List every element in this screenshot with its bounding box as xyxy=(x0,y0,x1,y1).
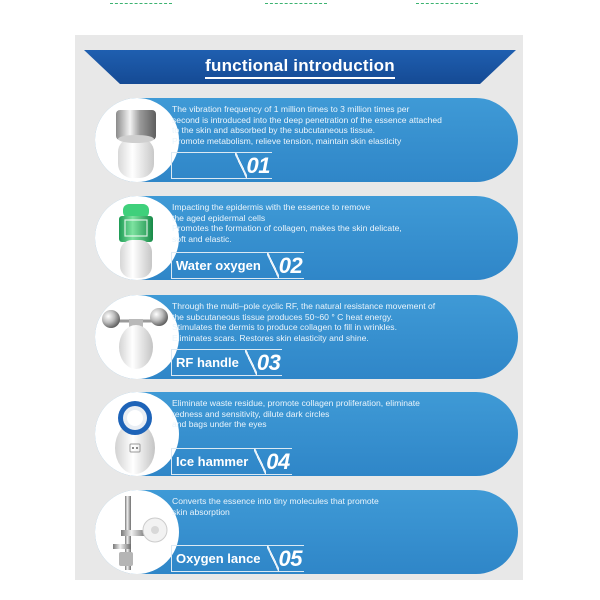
feature-number: 03 xyxy=(256,349,281,375)
feature-name: Ice hammer xyxy=(176,454,249,469)
feature-number: 05 xyxy=(278,545,303,571)
chrome-roller-handle-icon xyxy=(95,98,179,182)
feature-number: 01 xyxy=(246,152,270,178)
description-line: and bags under the eyes xyxy=(172,419,267,430)
feature-row-1 xyxy=(95,98,518,182)
feature-name: RF handle xyxy=(176,355,239,370)
page-title-text: functional introduction xyxy=(205,56,395,79)
description-line: Eliminate waste residue, promote collagen proliferation, eliminate xyxy=(172,398,420,408)
feature-description-4 xyxy=(172,398,512,430)
feature-name: Water oxygen xyxy=(176,258,261,273)
rf-roller-handle-icon xyxy=(95,295,179,379)
oxygen-lance-icon xyxy=(95,490,179,574)
description-line: skin absorption xyxy=(172,506,230,517)
description-line: Stimulates the dermis to produce collagen to fill in wrinkles. xyxy=(172,322,397,333)
top-divider-left xyxy=(110,0,172,4)
feature-label-2 xyxy=(171,252,304,279)
description-line: second is introduced into the deep penetration of the essence attached xyxy=(172,114,442,125)
page-title xyxy=(84,50,516,84)
description-line: Through the multi–pole cyclic RF, the natural resistance movement of xyxy=(172,301,436,311)
description-line: Eliminates scars. Restores skin elasticity and shine. xyxy=(172,332,369,343)
feature-name: Oxygen lance xyxy=(176,551,261,566)
feature-description-1 xyxy=(172,104,512,146)
feature-label-1 xyxy=(171,152,272,179)
description-line: Impacting the epidermis with the essence to remove xyxy=(172,202,371,212)
feature-label-3 xyxy=(171,349,282,376)
description-line: redness and sensitivity, dilute dark circles xyxy=(172,408,330,419)
feature-row-3 xyxy=(95,295,518,379)
water-oxygen-handle-icon xyxy=(95,196,179,280)
description-line: soft and elastic. xyxy=(172,233,232,244)
feature-number: 04 xyxy=(266,448,290,474)
description-line: the subcutaneous tissue produces 50~60 ° C heat energy. xyxy=(172,311,393,322)
description-line: the aged epidermal cells xyxy=(172,212,266,223)
description-line: to the skin and absorbed by the subcutaneous tissue. xyxy=(172,125,376,136)
feature-row-4 xyxy=(95,392,518,476)
description-line: Promote metabolism, relieve tension, maintain skin elasticity xyxy=(172,135,402,146)
feature-label-4 xyxy=(171,448,292,475)
feature-number: 02 xyxy=(278,252,303,278)
ice-hammer-icon xyxy=(95,392,179,476)
feature-row-5 xyxy=(95,490,518,574)
feature-description-2 xyxy=(172,202,512,244)
description-line: Promotes the formation of collagen, makes the skin delicate, xyxy=(172,223,402,234)
feature-row-2 xyxy=(95,196,518,280)
top-divider-right xyxy=(416,0,478,4)
feature-description-5 xyxy=(172,496,512,517)
top-divider-center xyxy=(265,0,327,4)
description-line: The vibration frequency of 1 million times to 3 million times per xyxy=(172,104,410,114)
feature-label-5 xyxy=(171,545,304,572)
description-line: Converts the essence into tiny molecules that promote xyxy=(172,496,379,506)
feature-description-3 xyxy=(172,301,512,343)
